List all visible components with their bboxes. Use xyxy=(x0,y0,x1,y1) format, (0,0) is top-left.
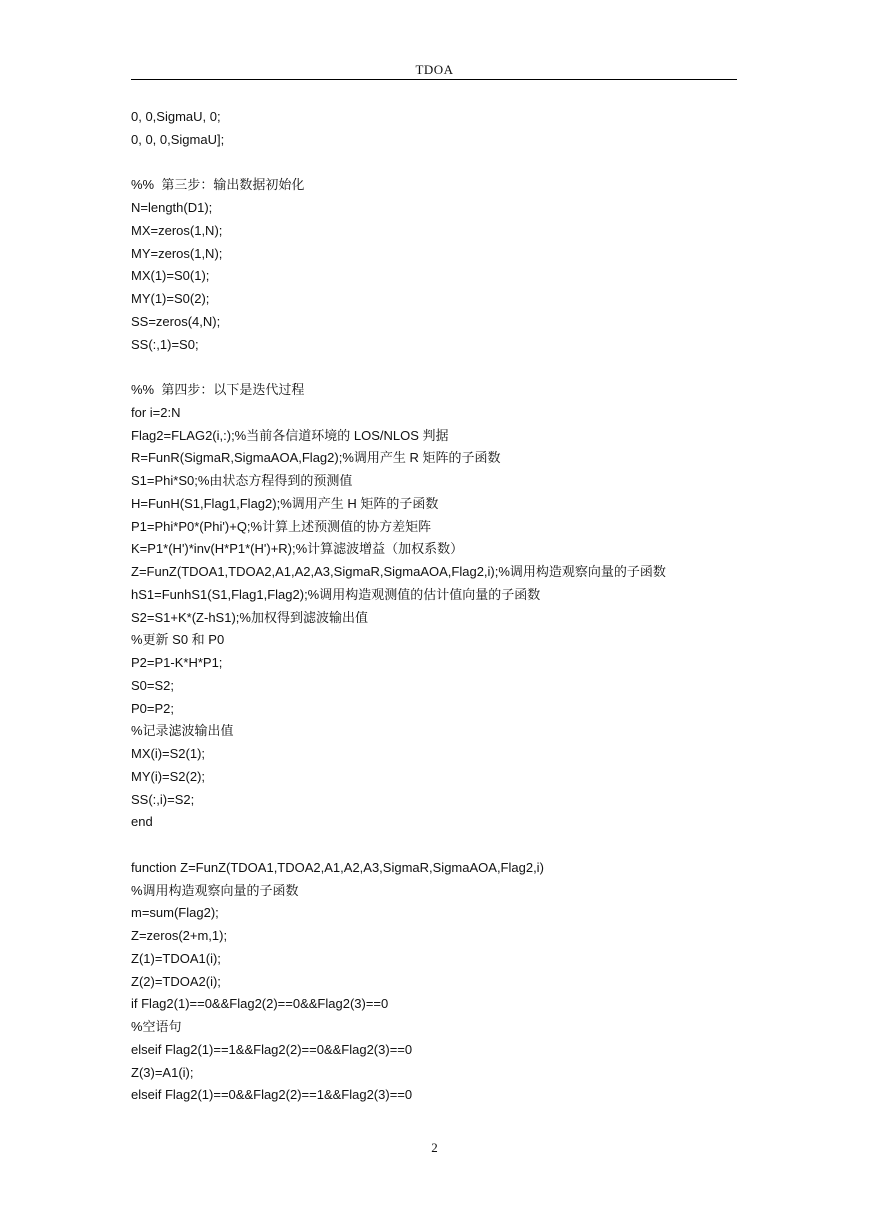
code-line: R=FunR(SigmaR,SigmaAOA,Flag2);%调用产生 R 矩阵的子函数 xyxy=(131,450,501,466)
code-line: SS(:,1)=S0; xyxy=(131,336,199,352)
code-line: %% 第三步：输出数据初始化 xyxy=(131,177,305,193)
code-line: %记录滤波输出值 xyxy=(131,723,234,739)
code-line: %更新 S0 和 P0 xyxy=(131,632,225,648)
code-line: MX(i)=S2(1); xyxy=(131,746,206,761)
code-line: Z=zeros(2+m,1); xyxy=(131,928,228,943)
page-number: 2 xyxy=(431,1140,438,1155)
code-line: S1=Phi*S0;%由状态方程得到的预测值 xyxy=(131,473,353,488)
code-listing xyxy=(131,106,751,1107)
header-divider xyxy=(131,79,737,80)
code-line: SS(:,i)=S2; xyxy=(131,791,195,807)
code-line: 0, 0,SigmaU, 0; xyxy=(131,109,221,124)
code-line: 0, 0, 0,SigmaU]; xyxy=(131,131,225,147)
code-line: SS=zeros(4,N); xyxy=(131,313,221,329)
code-line: hS1=FunhS1(S1,Flag1,Flag2);%调用构造观测值的估计值向量的子函数 xyxy=(131,586,541,602)
code-line: %% 第四步：以下是迭代过程 xyxy=(131,382,305,397)
code-line: MY(i)=S2(2); xyxy=(131,768,206,784)
code-line: P2=P1-K*H*P1; xyxy=(131,655,223,670)
code-line: N=length(D1); xyxy=(131,200,213,215)
blank-line xyxy=(131,356,751,379)
code-line: for i=2:N xyxy=(131,404,181,420)
code-line: %空语句 xyxy=(131,1019,182,1034)
code-line: S2=S1+K*(Z-hS1);%加权得到滤波输出值 xyxy=(131,609,368,625)
code-line: elseif Flag2(1)==0&&Flag2(2)==1&&Flag2(3)==0 xyxy=(131,1087,413,1103)
code-line: S0=S2; xyxy=(131,677,175,693)
code-line: MY(1)=S0(2); xyxy=(131,291,210,306)
code-line: Z=FunZ(TDOA1,TDOA2,A1,A2,A3,SigmaR,SigmaAOA,Flag2,i);%调用构造观察向量的子函数 xyxy=(131,564,666,579)
page-header-title: TDOA xyxy=(415,62,454,77)
code-line: H=FunH(S1,Flag1,Flag2);%调用产生 H 矩阵的子函数 xyxy=(131,495,439,511)
code-line: Z(2)=TDOA2(i); xyxy=(131,973,221,989)
code-line: K=P1*(H')*inv(H*P1*(H')+R);%计算滤波增益（加权系数） xyxy=(131,541,464,557)
code-line: Z(3)=A1(i); xyxy=(131,1064,194,1080)
code-line: MX=zeros(1,N); xyxy=(131,222,223,238)
code-line: function Z=FunZ(TDOA1,TDOA2,A1,A2,A3,SigmaR,SigmaAOA,Flag2,i) xyxy=(131,859,544,875)
code-line: MX(1)=S0(1); xyxy=(131,268,210,284)
code-line: MY=zeros(1,N); xyxy=(131,245,223,261)
code-line: if Flag2(1)==0&&Flag2(2)==0&&Flag2(3)==0 xyxy=(131,996,389,1012)
blank-line xyxy=(131,834,751,857)
code-line: %调用构造观察向量的子函数 xyxy=(131,882,299,898)
blank-line xyxy=(131,152,751,175)
code-line: Flag2=FLAG2(i,:);%当前各信道环境的 LOS/NLOS 判据 xyxy=(131,427,449,443)
code-line: elseif Flag2(1)==1&&Flag2(2)==0&&Flag2(3)==0 xyxy=(131,1041,413,1057)
code-line: m=sum(Flag2); xyxy=(131,905,219,921)
code-line: Z(1)=TDOA1(i); xyxy=(131,950,221,966)
code-line: end xyxy=(131,814,153,830)
code-line: P0=P2; xyxy=(131,700,175,716)
code-line: P1=Phi*P0*(Phi')+Q;%计算上述预测值的协方差矩阵 xyxy=(131,518,432,534)
